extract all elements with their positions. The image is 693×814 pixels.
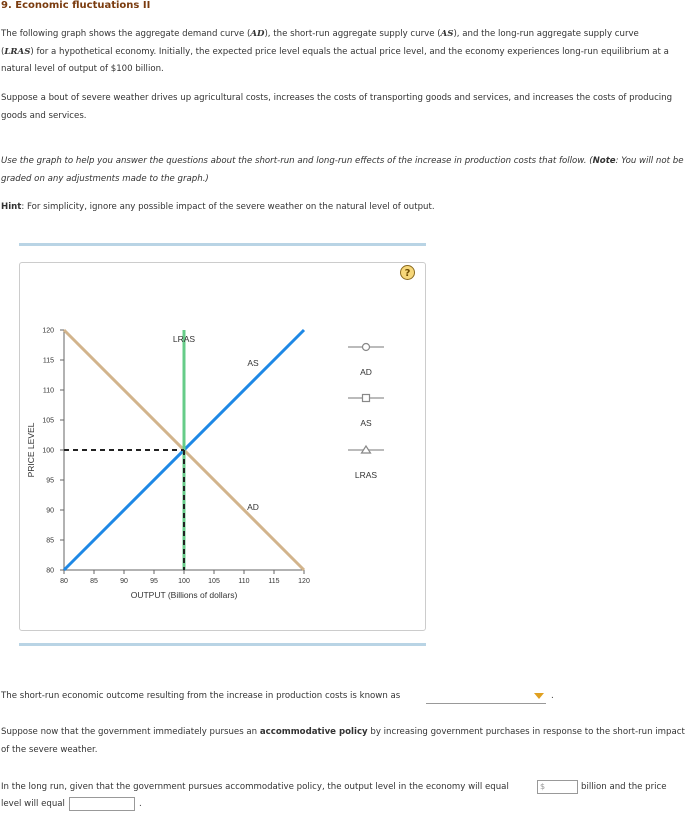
x-tick-label: 80 bbox=[60, 578, 68, 585]
y-tick-label: 110 bbox=[42, 387, 54, 395]
x-tick-label: 110 bbox=[238, 578, 250, 585]
y-tick-label: 100 bbox=[42, 447, 54, 455]
legend-tool-ad[interactable] bbox=[348, 344, 384, 378]
x-tick-label: 95 bbox=[150, 578, 158, 585]
outcome-dropdown[interactable] bbox=[426, 690, 546, 704]
scenario-paragraph: Suppose a bout of severe weather drives up agricultural costs, increases the costs of transporting goods and services, and increases the costs of producing goods and services. bbox=[1, 93, 673, 121]
as-curve-label: AS bbox=[247, 358, 259, 368]
x-tick-label: 85 bbox=[90, 578, 98, 585]
q1-period: . bbox=[551, 691, 554, 701]
y-axis-title: PRICE LEVEL bbox=[26, 422, 36, 478]
ad-variable: AD bbox=[250, 29, 265, 39]
q3-billion-text: billion and the price bbox=[581, 782, 667, 792]
x-tick-label: 90 bbox=[120, 578, 128, 585]
intro-paragraph: The following graph shows the aggregate demand curve (AD), the short-run aggregate supply curve (AS), and the long-run aggregate supply curve (LRAS) for a hypothetical economy. Initially, the expected price level equals the actual price level, and the economy experiences long-run equilibrium at a natural level of output of $100 billion. bbox=[1, 29, 669, 74]
y-tick-label: 80 bbox=[46, 567, 54, 575]
help-button[interactable]: ? bbox=[400, 265, 415, 280]
q3-paragraph: In the long run, given that the government pursues accommodative policy, the output level in the economy will equal bbox=[1, 782, 509, 792]
x-axis-title: OUTPUT (Billions of dollars) bbox=[130, 590, 238, 600]
hint-label: Hint bbox=[1, 202, 22, 212]
y-tick-label: 115 bbox=[42, 357, 54, 365]
y-tick-label: 85 bbox=[46, 537, 54, 545]
legend-tool-lras[interactable] bbox=[348, 446, 384, 480]
square-marker-icon bbox=[363, 395, 370, 402]
ad-curve-label: AD bbox=[247, 502, 259, 512]
price-level-input[interactable] bbox=[69, 797, 135, 811]
y-tick-label: 120 bbox=[42, 327, 54, 335]
legend-label: AD bbox=[360, 367, 372, 377]
q3-level-text: level will equal bbox=[1, 799, 65, 809]
lras-curve-label: LRAS bbox=[172, 334, 196, 344]
dropdown-arrow-icon bbox=[534, 693, 544, 699]
circle-marker-icon bbox=[363, 344, 370, 351]
q1-text: The short-run economic outcome resulting from the increase in production costs is known as bbox=[1, 691, 401, 701]
legend-label: AS bbox=[360, 418, 372, 428]
y-tick-label: 90 bbox=[46, 507, 54, 515]
legend-tool-as[interactable] bbox=[348, 395, 384, 429]
instructions-paragraph: Use the graph to help you answer the questions about the short-run and long-run effects of the increase in production costs that follow. (Note: You will not be graded on any adjustments made to the graph.) bbox=[1, 156, 684, 184]
question-title: 9. Economic fluctuations II bbox=[1, 0, 151, 11]
x-tick-label: 115 bbox=[268, 578, 280, 585]
as-variable: AS bbox=[440, 29, 454, 39]
output-level-input[interactable]: $ bbox=[537, 780, 578, 794]
y-tick-label: 95 bbox=[46, 477, 54, 485]
hint-paragraph: Hint: For simplicity, ignore any possible impact of the severe weather on the natural level of output. bbox=[1, 202, 435, 212]
q2-paragraph: Suppose now that the government immediately pursues an accommodative policy by increasing government purchases in response to the short-run impact of the severe weather. bbox=[1, 727, 685, 755]
q3-period: . bbox=[139, 799, 142, 809]
graph-bottom-rule bbox=[19, 643, 426, 646]
x-tick-label: 105 bbox=[208, 578, 220, 585]
y-tick-label: 105 bbox=[42, 417, 54, 425]
x-tick-label: 120 bbox=[298, 578, 310, 585]
lras-variable: LRAS bbox=[4, 46, 31, 57]
x-tick-label: 100 bbox=[178, 578, 190, 585]
legend-label: LRAS bbox=[354, 470, 378, 480]
